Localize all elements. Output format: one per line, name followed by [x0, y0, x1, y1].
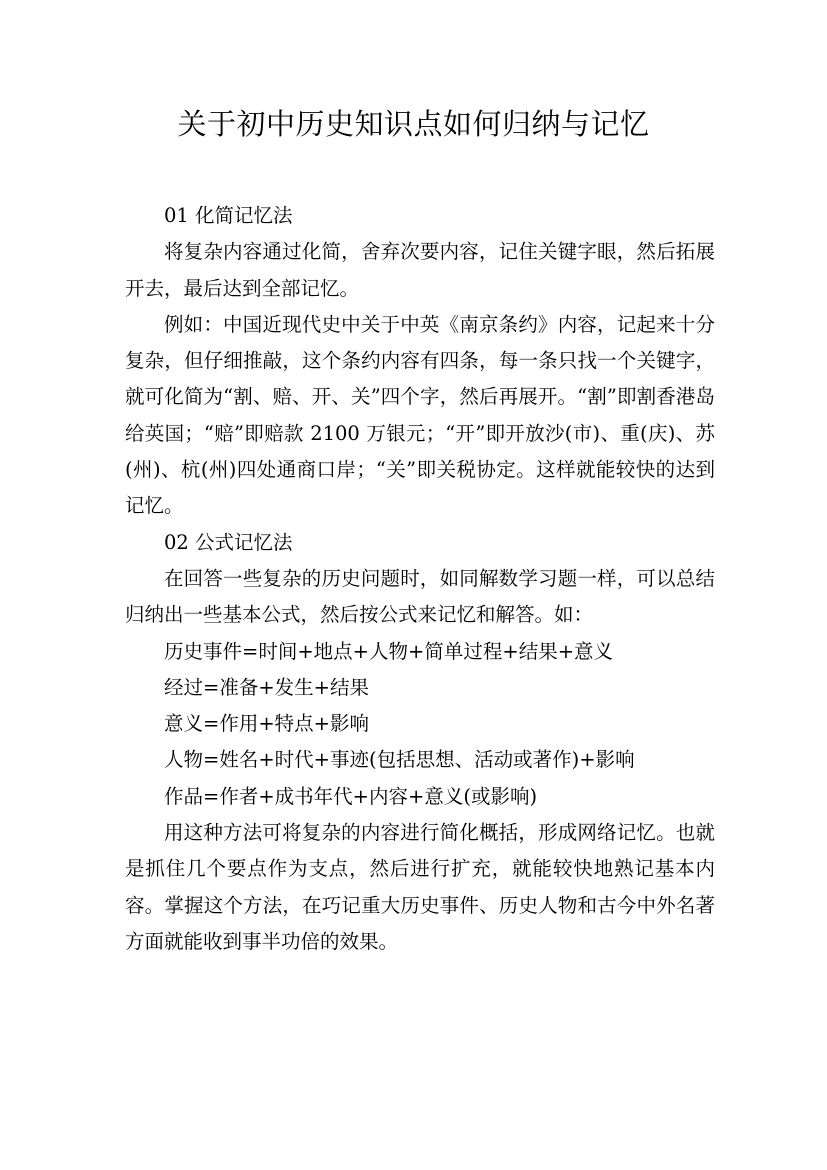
paragraph-formula-conclusion: 用这种方法可将复杂的内容进行简化概括，形成网络记忆。也就是抓住几个要点作为支点，然后进行扩充，就能较快地熟记基本内容。掌握这个方法，在巧记重大历史事件、历史人物和古今中外名著方面就能收到事半功倍的效果。 — [125, 821, 715, 953]
document-body — [125, 198, 715, 960]
section-heading-formula: 02 公式记忆法 — [164, 530, 293, 554]
formula-line-person: 人物=姓名+时代+事迹(包括思想、活动或著作)+影响 — [164, 748, 635, 772]
formula-line-significance: 意义=作用+特点+影响 — [164, 712, 370, 736]
formula-line-work: 作品=作者+成书年代+内容+意义(或影响) — [164, 784, 538, 808]
formula-line-event: 历史事件=时间+地点+人物+简单过程+结果+意义 — [164, 639, 614, 663]
paragraph-formula-intro: 在回答一些复杂的历史问题时，如同解数学习题一样，可以总结归纳出一些基本公式，然后按公式来记忆和解答。如： — [125, 566, 715, 627]
section-heading-simplify: 01 化简记忆法 — [164, 204, 293, 227]
paragraph-simplify-example: 例如：中国近现代史中关于中英《南京条约》内容，记起来十分复杂，但仔细推敲，这个条约内容有四条，每一条只找一个关键字，就可化简为“割、赔、开、关”四个字，然后再展开。“割”即割香港岛给英国；“赔”即赔款 2100 万银元；“开”即开放沙(市)、重(庆)、苏(州)、杭(州)四处通商口岸；“关”即关税协定。这样就能较快的达到记忆。 — [125, 312, 715, 518]
formula-line-process: 经过=准备+发生+结果 — [164, 675, 370, 699]
paragraph-simplify-intro: 将复杂内容通过化简，舍弃次要内容，记住关键字眼，然后拓展开去，最后达到全部记忆。 — [125, 240, 715, 300]
document-title: 关于初中历史知识点如何归纳与记忆 — [177, 107, 650, 141]
